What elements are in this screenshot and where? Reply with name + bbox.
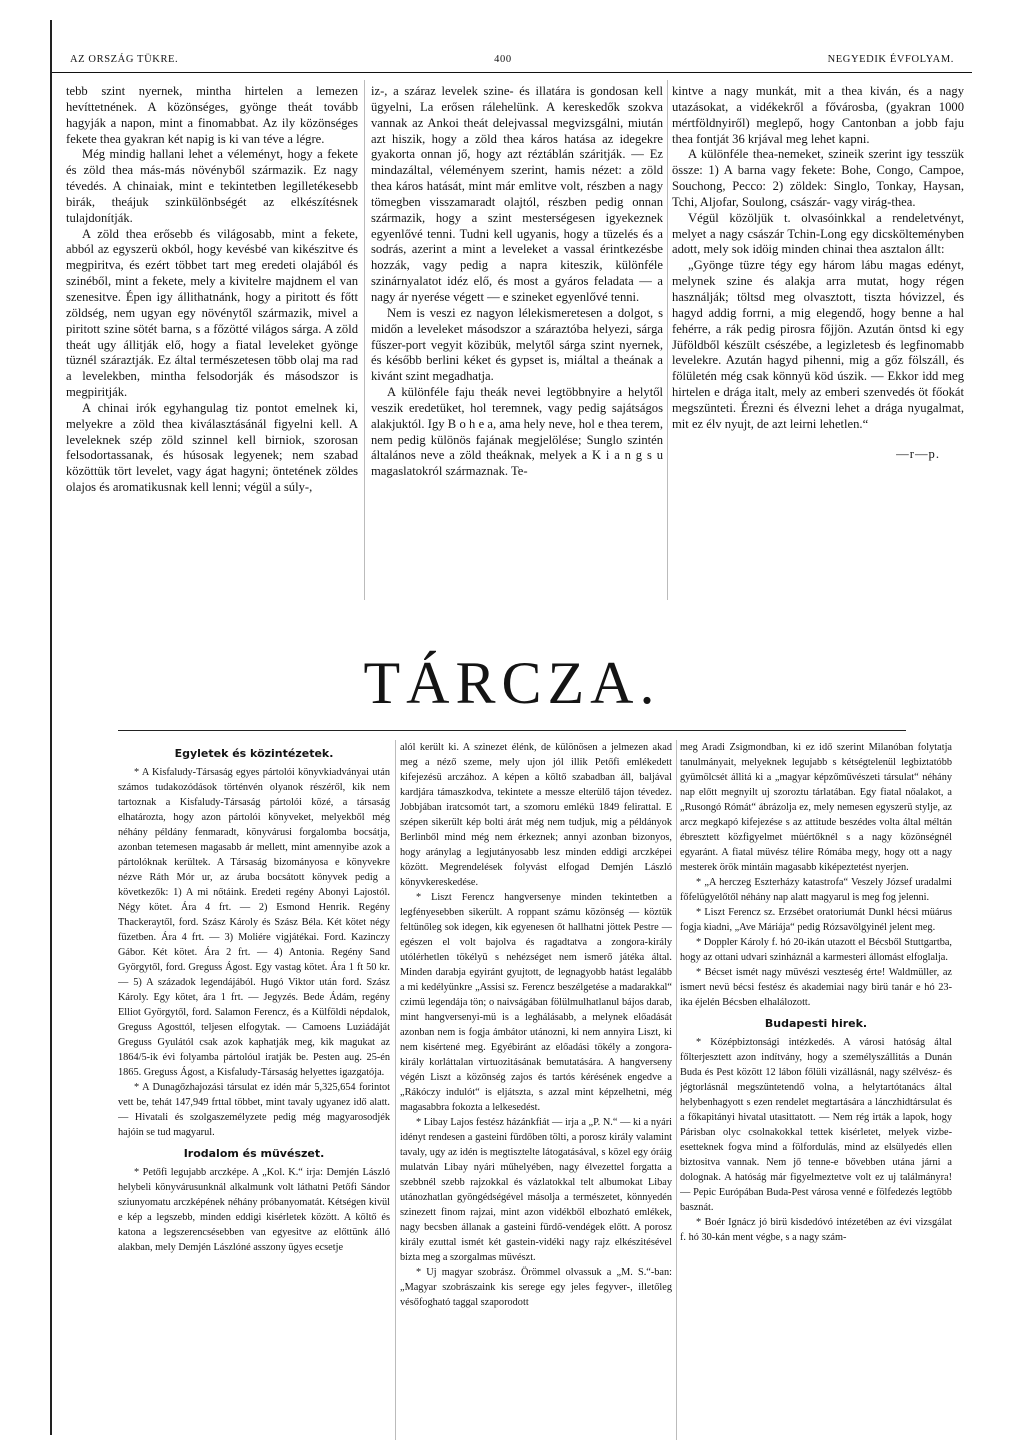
section-heading: Budapesti hirek.: [764, 1017, 868, 1030]
section-heading: Irodalom és müvészet.: [183, 1147, 325, 1160]
paragraph: A zöld thea erősebb és világosabb, mint a fekete, abból az egyszerü okból, hogy kevésbé van kikészitve és megpiritva, és ezért többet tart meg eredeti olajából és szinéből, mint a fekete, mely a kivitelre majdnem el van szenesitve. Épen igy állithatnánk, hogy a piritott és főtt zöldség, nem ugyan egy növénytől származik, mivel a piritott szine sötét barna, s a főzötté világos sárga. A zöld theát ugy állitják elő, hogy a fiatal leveleket gyönge tüznél száraztják. Ez által természetesen több olaj ma rad a levelekben, mintha felsodorják és másodszor is megpiritják.: [66, 226, 358, 400]
header-publication: AZ ORSZÁG TÜKRE.: [70, 53, 179, 65]
page-header: [52, 46, 972, 73]
left-margin-rule: [50, 20, 52, 1435]
paragraph: tebb szint nyernek, mintha hirtelen a lemezen hevíttetnének. A közönséges, gyönge theát tovább hagyják a napon, mint a finomabbat. Az ily közönséges fekete thea gyakran két napig is ki van téve a légre.: [66, 84, 358, 146]
news-item: meg Aradi Zsigmondban, ki ez idő szerint Milanóban folytatja tanulmányait, melyeknek legujabb s kétségtelenül legbiztatóbb gyümölcsét állitá ki a „magyar képzőművészeti társulat“ néhány nap előtt megnyilt uj szoroztu tárlatában. Egy fiatal nőalakot, a „Rusongó Rómát“ ábrázolja ez, mely nemesen egyszerü stylje, az arcz megkapó kifejezése s az attitude beszédes volta által méltán ébresztett közfigyelmet müértőknél s a nagy közönségnél egyaránt. A fiatal müvész télire Rómába megy, hogy ott a nagy mesterek örök mintáin magasabb kiképeztetést nyerjen.: [680, 742, 952, 873]
section-heading: Egyletek és közintézetek.: [174, 747, 334, 760]
news-item: * Bécset ismét nagy müvészi veszteség érte! Waldmüller, az ismert nevü bécsi festész és akademiai nagy birü tanár e hó 23-ika éjelén Bécsben elhalálozott.: [680, 967, 952, 1008]
news-item: alól került ki. A szinezet élénk, de különösen a jelmezen akad meg a néző szeme, mely ujon jól illik Petőfi emlékedett kifejezésü arczához. A képen a költő szabadban áll, baljával kardjára támaszkodva, tekintete a messze elterülő tájon tévedez. Jobbjában iratcsomót tart, a szomoru emlékü 1849 felirattal. E szépen sikerült kép bolti árát még nem tudjuk, mig a példányok Berlinből mind még nem érkeznek; annyi azonban bizonyos, hogy aránylag a legjutányosabb lesz minden eddigi arczképei között. Megrendelések folyvást elfogad Demjén László könyvkereskedése.: [400, 742, 672, 888]
column-divider: [676, 740, 677, 1440]
feuilleton-column-1: [118, 740, 390, 1440]
paragraph: „Gyönge tüzre tégy egy három lábu magas edényt, melynek szine és alakja arra mutat, hogy régen használják; töltsd meg olvasztott, tiszta hóvizzel, és hagyd addig forrni, a mig elegendő, hogy benne a hal fehérre, a rák pedig pirosra főjjön. Azután öntsd ki egy Jüföldből készült csészébe, a legizletesb és legfinomabb levelekre. Azután hagyd pihenni, mig a gőz fölszáll, és fölületén még csak könnyü köd úszik. — Ekkor idd meg hirtelen e drága italt, mely az emberi szenvedés öt főokát megszünteti. Érezni és élvezni lehet a drága nyugalmat, mit ez élv nyujt, de azt leirni lehetlen.“: [672, 258, 964, 431]
news-item: * Doppler Károly f. hó 20-ikán utazott el Bécsből Stuttgartba, hogy az ottani udvari szinháznál a karmesteri állomást elfoglalja.: [680, 937, 952, 963]
feuilleton-column-3: [680, 740, 952, 1440]
news-item: * A Kisfaludy-Társaság egyes pártolói könyvkiadványai után számos tudakozódások történvén olyanok részéről, kik nem tartoznak a Kisfaludy-Társaság pártolói közé, a társaság elhatározta, hogy azon pártolói könyveket, melyekből még néhány példány fenmaradt, könyvárusi forgalomba bocsátja, azonban tetemesen magasabb ár mellett, mint amennyibe azok a pártolóknak kerültek. A Társaság bizományosa e könyvekre nézve Ráth Mór ur, az áruba bocsátott könyvek pedig a következők: 1) A mi nőtáink. Eredeti regény Abonyi Lajostól. Négy kötet. Ára 4 frt. — 2) Esmond Henrik. Regény Thackeraytől, ford. Szász Károly és Szász Béla. Két kötet négy füzetben. Ára 4 frt. — 3) Moliére vigjátékai. Ford. Kazinczy Gábor. Két kötet. Ára 2 frt. — 4) Antonia. Regény Sand Györgytől, ford. Greguss Ágost. Egy vastag kötet. Ára 1 ft 50 kr. — 5) A századok legendájából. Hugó Viktor után ford. Szász Károly. Egy kötet, ára 1 frt. — Jegyzés. Bede Ádám, regény Elliot Györgytől, ford. Salamon Ferencz, és a Külföldi népdalok, Greguss Agosttól, teljesen elfogytak. — Camoens Luziádáját Greguss Gyulától csak azok kaphatják meg, kik magukat az 1864/5-ik évi folyamba pártolóul iratják be. Pesten aug. 25-én 1865. Greguss Ágost, a Kisfaludy-Társaság helyettes igazgatója.: [118, 767, 390, 1078]
news-item: * Libay Lajos festész házánkfiát — irja a „P. N.“ — ki a nyári idényt rendesen a gasteini fürdőben tölti, a porosz király valamint tavaly, ugy az idén is megtisztelte látogatásával, s közel egy óráig mulatván Libay nyári műhelyében, nagy élvezettel forgatta a szebbnél szebb rajzokkal és vázlatokkal telt albumokat Libay utánozhatlan gyöngédségével másolja a természetet, könnyedén szinezett finom rajzai, mint azon vidékből elbozható emlékek, nagy becsben állanak a gasteini fürdő-vendégek előtt. A porosz király ezuttal ismét két gastein-vidéki nagy rajz elkészitésével bizta meg a szorgalmas müvészt.: [400, 1117, 672, 1263]
news-item: * „A herczeg Eszterházy katastrofa“ Veszely József uradalmi főfelügyelőtől néhány nap alatt magyarul is meg fog jelenni.: [680, 877, 952, 903]
feuilleton-column-2: [400, 740, 672, 1440]
paragraph: Nem is veszi ez nagyon lélekismeretesen a dolgot, s midőn a leveleket másodszor a száraztóba helyezi, sárga fűszer-port vegyit közibük, melytől sárga szint nyernek, és később berlini kéket és gypset is, miáltal a theának a kivánt szint megadhatja.: [371, 305, 663, 384]
header-page-number: 400: [494, 53, 512, 65]
article-signature: —r—p.: [896, 446, 940, 461]
paragraph: A különféle faju theák nevei legtöbbnyire a helytől veszik eredetüket, hol teremnek, vagy pedig sajátságos alakjuktól. Igy B o h e a, ama hely neve, hol e thea terem, nem pedig különös fajának megjelölése; Sunglo szintén általános neve a zöld theáknak, melyek a K i a n g s u magaslatokról származnak. Te-: [371, 385, 663, 479]
paragraph: kintve a nagy munkát, mit a thea kiván, és a nagy utazásokat, a vidékekről a fővárosba, (gyakran 1000 mértföldnyiről) meglepő, hogy Cantonban a jobb faju thea fontját 36 krjával meg lehet kapni.: [672, 84, 964, 146]
news-item: * Boér Ignácz jó birü kisdedóvó intézetében az évi vizsgálat f. hó 30-kán ment végbe, s a nagy szám-: [680, 1217, 952, 1243]
section-title: TÁRCZA.: [363, 650, 661, 716]
news-item: * Petőfi legujabb arczképe. A „Kol. K.“ irja: Demjén László helybeli könyvárusunknál alkalmunk volt láthatni Petőfi Sándor sziunyomatu arczképének néhány próbanyomatát. Kétségen kivül e kép a legszebb, minden eddigi kisérletek között. A költő és katona a legszerencsésebben van egyesitve az előttünk álló alakban, mely Demjén Lászlóné asszony ügyes ecsetje: [118, 1167, 390, 1253]
news-item: * Középbiztonsági intézkedés. A városi hatóság által főlterjesztett azon indítvány, hogy a személyszállitás a Dunán Buda és Pest között 12 lábon főlüli vizállásnál, nagy szélvész- és jégtorlásnál megszüntetendő volna, a helytartótanács által helybenhagyott s ezen rendelet megtartására a lánczhidtársulat és a főkapitányi hivatal utasittatott. — Nem rég irták a lapok, hogy Párisban olyc csolnakokkal tettek kisérletet, melyek vizbe-esetteknek fogva mind a fölfordulás, mind az elsülyedés ellen biztositva vannak. Nem jő tenne-e bővebben utána járni a dolognak. A hatóság már figyelmeztetve volt ez uj találmányra! — Pepic Európában Buda-Pest városa venné e fölfedezés legtöbb basznát.: [680, 1037, 952, 1213]
column-divider: [667, 80, 668, 600]
header-volume: NEGYEDIK ÉVFOLYAM.: [827, 53, 954, 65]
section-rule: [118, 730, 906, 731]
article-column-1: [66, 84, 358, 592]
news-item: * A Dunagőzhajozási társulat ez idén már 5,325,654 forintot vett be, tehát 147,949 frttal többet, mint tavaly ugyanez idő alatt. — Hivatali és szolgaszemélyzete pedig még magyarosodjék hajóin se tud magyarul.: [118, 1082, 390, 1138]
column-divider: [395, 740, 396, 1440]
article-column-2: [371, 84, 663, 592]
news-item: * Uj magyar szobrász. Örömmel olvassuk a „M. S.“-ban: „Magyar szobrászaink kis serege egy jeles fegyver-, illetőleg vésőfogható taggal szaporodott: [400, 1267, 672, 1308]
article-column-3: [672, 84, 964, 592]
news-item: * Liszt Ferencz hangversenye minden tekintetben a legfényesebben sikerült. A roppant számu közönség — köztük feltünőleg sok idegen, kik egyenesen őt hallhatni jöttek Pestre — egészen el volt bajolva és ragadtatva a zongora-király utólérhetlen tökélyü s nehézséget nem ismerő játéka által. Minden darabja egyiránt gyujtott, de legnagyobb hatást legalább a mi kedélyünkre „Assisi sz. Ferencz beszélgetése a madarakkal“ czimü legendája tön; o naivságában fölülmulhatlanul bájos darab, mint hangversenyi-mü is a leghálásabb, a melynek előadását azonban nem is fogja ámbátor utánozni, ki nem annyira Liszt, ki nem kisértené meg. Egyébiránt az előadási tökély a zongora-király korláttalan virtuozitásának bemutatására. A hangverseny végén Liszt a közönség zajos és tartós kérésének engedve a „Rákóczy indulót“ is eljátszta, s azzal mint képzelhetni, még magasabbra fokozta a lelkesedést.: [400, 892, 672, 1113]
column-divider: [364, 80, 365, 600]
paragraph: Végül közöljük t. olvasóinkkal a rendeletvényt, melyet a nagy császár Tchin-Long egy dicskölteményben adott, mely sok idöig minden chinai thea asztalon állt:: [672, 210, 964, 257]
paragraph: Még mindig hallani lehet a véleményt, hogy a fekete és zöld thea más-más növényből származik. Ez nagy tévedés. A chinaiak, mint e tekintetben legilletékesebb birák, theájuk szinkülönbségét az elkészítésnek tulajdonítják.: [66, 147, 358, 225]
paragraph: iz-, a száraz levelek szine- és illatára is gondosan kell ügyelni, La erősen rálehelünk. A kereskedők szokva vannak az Ankoi theát delejvassal megvizsgálni, miután azt hiszik, hogy a zöld thea káros hatása az idegekre gyakorta onnan jő, hogy azt réztáblán száritják. — Ez mindazáltal, véleményem szerint, hamis nézet: a zöld thea káros hatását, mint már emlitve volt, részben a nagy tömegben visszamaradt olajtól, részben pedig onnan származik, hogy a szint mesterségesen igyekeznek egyenlővé tenni. Tudni kell ugyanis, hogy a tüzelés és a sodrás, azerint a mint a leveleket a vassal érintkezésbe hozzák, vagy pedig a napra kiteszik, különféle szinárnyalatot idéz elő, és most a gyáros feladata — a nagy ár nyerése végett — e szineket egyenlővé tenni.: [371, 84, 663, 304]
paragraph: A chinai irók egyhangulag tiz pontot emelnek ki, melyekre a zöld thea kiválasztásánál figyelni kell. A leveleknek szép zöld szinnel kell birniok, szorosan felsodortassanak, és húsosak legyenek; nem szabad közöttük tört levelet, vagy ágat hagyni; öntetének zöldes olajos és aromatikusnak kell lenni; végül a súly-,: [66, 400, 358, 495]
news-item: * Liszt Ferencz sz. Erzsébet oratoriumát Dunkl hécsi müárus fogja kiadni, „Ave Máriája“ pedig Rózsavölgyinél jelent meg.: [680, 907, 952, 933]
paragraph: A különféle thea-nemeket, szineik szerint igy tesszük össze: 1) A barna vagy fekete: Bohe, Congo, Campoe, Souchong, Pecco: 2) zöldek: Singlo, Tonkay, Haysan, Tchi, Aljofar, Soulong, császár- vagy virág-thea.: [672, 147, 964, 209]
